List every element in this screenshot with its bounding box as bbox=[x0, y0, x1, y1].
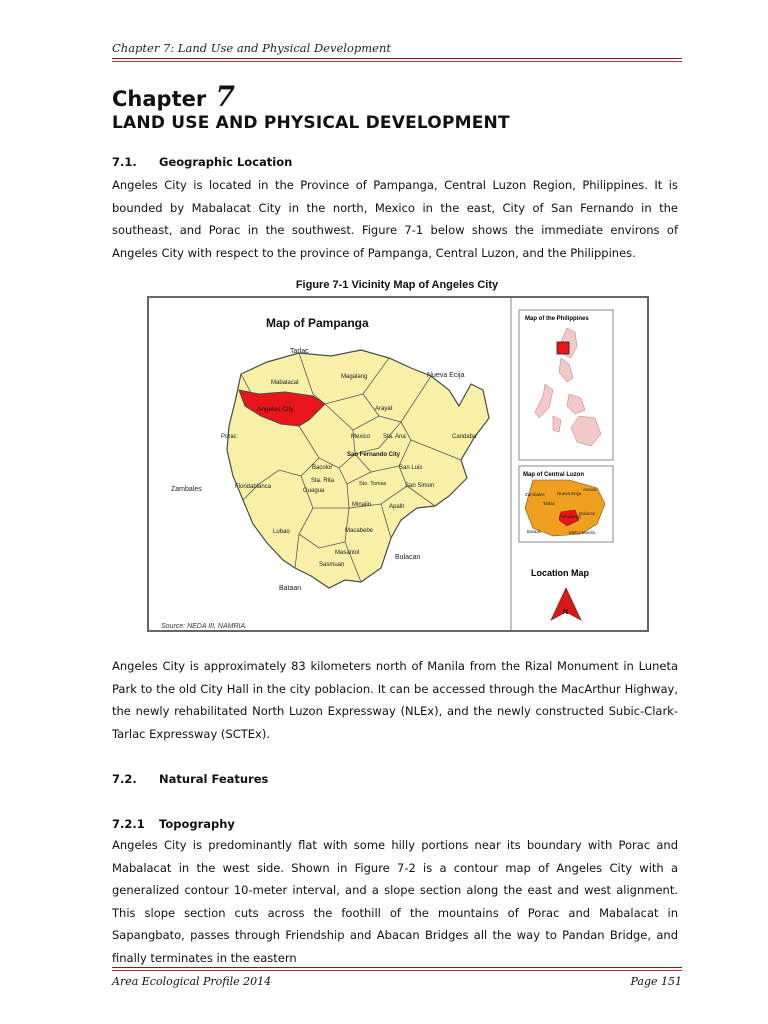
label-arayat: Arayat bbox=[375, 406, 393, 412]
label-magalang: Magalang bbox=[341, 374, 368, 380]
figure-caption: Figure 7-1 Vicinity Map of Angeles City bbox=[295, 279, 499, 291]
section-number: 7.2.1 bbox=[112, 817, 145, 831]
running-header: Chapter 7: Land Use and Physical Development bbox=[112, 41, 391, 55]
cl-label-pampanga: Pampanga bbox=[559, 514, 581, 519]
section-title: Natural Features bbox=[159, 772, 269, 786]
label-candaba: Candaba bbox=[452, 434, 477, 440]
chapter-heading bbox=[112, 80, 235, 113]
section-heading-7-2-1 bbox=[112, 817, 235, 831]
section-number: 7.1. bbox=[112, 155, 137, 169]
label-minalin: Minalin bbox=[352, 502, 372, 508]
label-bataan: Bataan bbox=[279, 585, 302, 592]
cl-label-tarlac: Tarlac bbox=[543, 501, 556, 506]
section-heading-7-2 bbox=[112, 772, 268, 786]
label-sta-rita: Sta. Rita bbox=[311, 478, 335, 484]
paragraph-access: Angeles City is approximately 83 kilometers north of Manila from the Rizal Monument in Luneta Park to the old City Hall in the city poblacion. It can be accessed through the MacArthur Highway, the newly rehabilitated North Luzon Expressway (NLEx), and the newly constructed Subic-Clark-Tarlac Expressway (SCTEx). bbox=[112, 659, 678, 741]
footer-left: Area Ecological Profile 2014 bbox=[112, 975, 272, 988]
location-map-label: Location Map bbox=[531, 568, 589, 578]
section-number: 7.2. bbox=[112, 772, 137, 786]
vicinity-map bbox=[149, 298, 647, 630]
philippines-inset-title: Map of the Philippines bbox=[525, 316, 589, 322]
label-guagua: Guagua bbox=[303, 488, 325, 494]
cl-label-metro-manila: Metro Manila bbox=[569, 530, 596, 535]
label-macabebe: Macabebe bbox=[345, 528, 374, 534]
footer-page-number: Page 151 bbox=[630, 975, 682, 988]
label-porac: Porac bbox=[221, 434, 237, 440]
label-lubao: Lubao bbox=[273, 529, 290, 535]
cl-label-bataan: Bataan bbox=[527, 529, 542, 534]
central-luzon-inset-title: Map of Central Luzon bbox=[523, 472, 584, 478]
label-sta-ana: Sta. Ana bbox=[383, 434, 406, 440]
cl-label-zambales: Zambales bbox=[525, 492, 545, 497]
footer-rule bbox=[112, 967, 682, 971]
label-san-luis: San Luis bbox=[399, 465, 423, 471]
chapter-number: 7 bbox=[215, 80, 235, 113]
label-sasmuan: Sasmuan bbox=[319, 562, 345, 568]
chapter-label: Chapter bbox=[112, 87, 207, 111]
label-mabalacat: Mabalacat bbox=[271, 380, 299, 386]
cl-label-aurora: Aurora bbox=[583, 487, 597, 492]
label-floridablanca: Floridablanca bbox=[235, 484, 272, 490]
cl-label-bulacan: Bulacan bbox=[579, 511, 596, 516]
map-title: Map of Pampanga bbox=[266, 316, 369, 330]
chapter-title: LAND USE AND PHYSICAL DEVELOPMENT bbox=[112, 113, 510, 133]
map-source: Source: NEDA III, NAMRIA bbox=[161, 623, 246, 630]
north-label: N bbox=[563, 609, 569, 616]
section-heading-7-1 bbox=[112, 155, 292, 169]
label-apalit: Apalit bbox=[389, 504, 405, 510]
paragraph-topography: Angeles City is predominantly flat with some hilly portions near its boundary with Porac and Mabalacat in the west side. Shown in Figure 7-2 is a contour map of Angeles City with a generalized contour 10-meter interval, and a slope section along the east and west alignment. This slope section cuts across the foothill of the mountains of Porac and Mabalacat in Sapangbato, passes through Friendship and Abacan Bridges all the way to Pandan Bridge, and finally terminates in the eastern bbox=[112, 838, 678, 965]
cl-label-nueva-ecija: Nueva Ecija bbox=[557, 491, 582, 496]
label-bulacan: Bulacan bbox=[395, 554, 421, 561]
label-san-simon: San Simon bbox=[405, 483, 435, 489]
label-sto-tomas: Sto. Tomas bbox=[359, 481, 387, 487]
section-title: Geographic Location bbox=[159, 155, 293, 169]
paragraph-geographic-location: Angeles City is located in the Province of Pampanga, Central Luzon Region, Philippines. It is bounded by Mabalacat City in the north, Mexico in the east, City of San Fernando in the southeast, and Porac in the southwest. Figure 7-1 below shows the immediate environs of Angeles City with respect to the province of Pampanga, Central Luzon, and the Philippines. bbox=[112, 178, 678, 260]
header-rule bbox=[112, 58, 682, 62]
section-title: Topography bbox=[159, 817, 235, 831]
label-tarlac: Tarlac bbox=[290, 348, 309, 355]
vicinity-map-figure bbox=[147, 296, 649, 632]
label-san-fernando: San Fernando City bbox=[347, 452, 401, 458]
label-zambales: Zambales bbox=[171, 486, 202, 493]
philippines-locator bbox=[557, 342, 569, 354]
label-bacolor: Bacolor bbox=[312, 465, 333, 471]
label-nueva-ecija: Nueva Ecija bbox=[427, 372, 465, 379]
label-angeles-city: Angeles City bbox=[257, 406, 294, 413]
label-masantol: Masantol bbox=[335, 550, 360, 556]
label-mexico: Mexico bbox=[351, 434, 371, 440]
